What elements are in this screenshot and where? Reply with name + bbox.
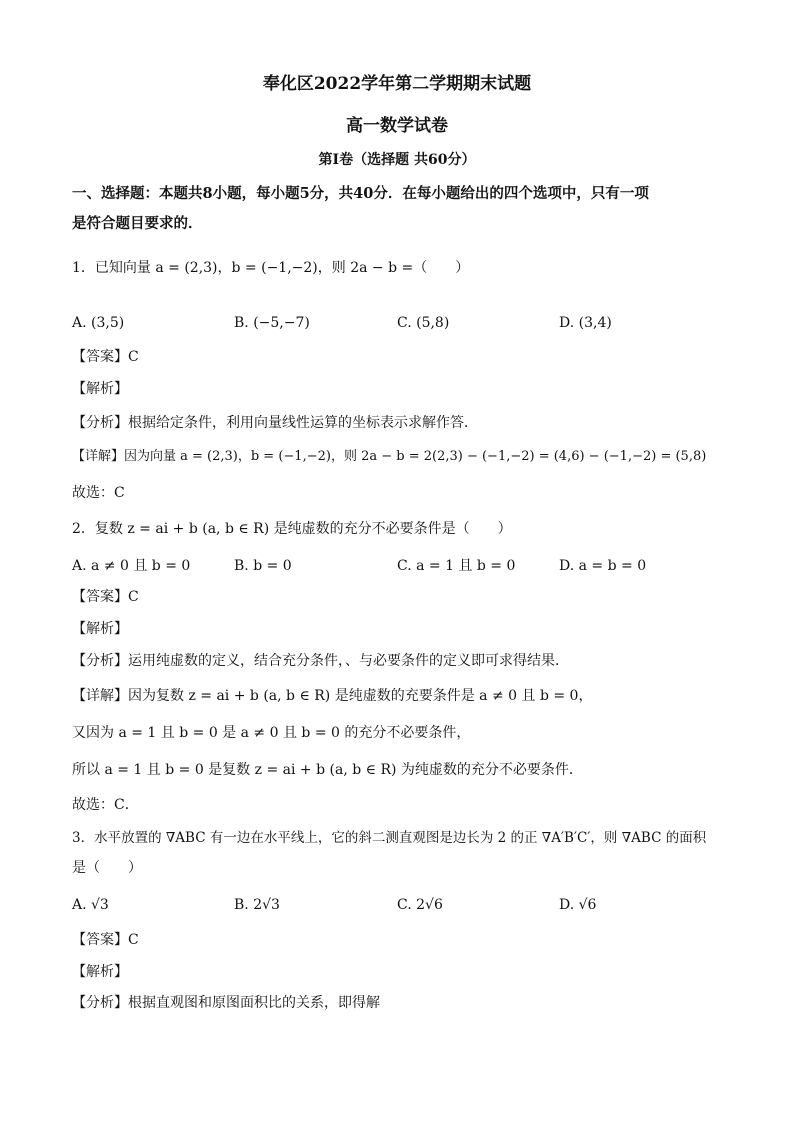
q2-line2: 又因为 a = 1 且 b = 0 是 a ≠ 0 且 b = 0 的充分不必要条件， <box>72 725 471 741</box>
q2-option-d: D. a = b = 0 <box>559 558 647 574</box>
q2-line3: 所以 a = 1 且 b = 0 是复数 z = ai + b (a, b ∈ R) 为纯虚数的充分不必要条件． <box>72 762 583 778</box>
section-intro-line2: 是符合题目要求的． <box>72 215 203 232</box>
q1-option-a: A. (3,5) <box>72 315 125 331</box>
q3-analysis-label: 【解析】 <box>72 964 128 980</box>
q3-stem-line1: 3．水平放置的 ∇ABC 有一边在水平线上，它的斜二测直观图是边长为 2 的正 ∇A′B′C′，则 ∇ABC 的面积 <box>72 830 707 846</box>
q3-option-c: C. 2√6 <box>397 897 443 913</box>
doc-subtitle: 高一数学试卷 <box>346 116 448 136</box>
q1-answer: 【答案】C <box>72 349 139 365</box>
q2-choose: 故选：C． <box>72 797 139 813</box>
q2-option-a: A. a ≠ 0 且 b = 0 <box>72 558 191 574</box>
q2-stem: 2．复数 z = ai + b (a, b ∈ R) 是纯虚数的充分不必要条件是（ ） <box>72 521 512 537</box>
section-intro-line1: 一、选择题：本题共8小题，每小题5分，共40分．在每小题给出的四个选项中，只有一项 <box>72 185 649 202</box>
q2-option-c: C. a = 1 且 b = 0 <box>397 558 516 574</box>
q2-option-b: B. b = 0 <box>234 558 292 574</box>
q3-stem-line2: 是（ ） <box>72 860 142 876</box>
doc-title: 奉化区2022学年第二学期期末试题 <box>262 74 532 94</box>
q2-fenxi: 【分析】运用纯虚数的定义，结合充分条件，、与必要条件的定义即可求得结果． <box>72 653 569 669</box>
q3-option-b: B. 2√3 <box>234 897 280 913</box>
part-heading: 第Ⅰ卷（选择题 共60分） <box>318 152 476 168</box>
q1-fenxi: 【分析】根据给定条件，利用向量线性运算的坐标表示求解作答． <box>72 415 478 431</box>
q3-answer: 【答案】C <box>72 932 139 948</box>
q1-option-c: C. (5,8) <box>397 315 450 331</box>
q1-choose: 故选：C <box>72 485 125 501</box>
q2-xiangjie: 【详解】因为复数 z = ai + b (a, b ∈ R) 是纯虚数的充要条件是 a ≠ 0 且 b = 0， <box>72 688 593 704</box>
q2-analysis-label: 【解析】 <box>72 621 128 637</box>
q1-analysis-label: 【解析】 <box>72 381 128 397</box>
q1-option-d: D. (3,4) <box>559 315 612 331</box>
q1-stem: 1．已知向量 a = (2,3)，b = (−1,−2)，则 2a − b =（ ） <box>72 260 470 276</box>
q2-answer: 【答案】C <box>72 589 139 605</box>
q3-fenxi: 【分析】根据直观图和原图面积比的关系，即得解 <box>72 995 380 1011</box>
q1-xiangjie: 【详解】因为向量 a = (2,3)，b = (−1,−2)，则 2a − b = 2(2,3) − (−1,−2) = (4,6) − (−1,−2) = (5,8) <box>72 449 707 464</box>
q1-option-b: B. (−5,−7) <box>234 315 310 331</box>
q3-option-a: A. √3 <box>72 897 109 913</box>
q3-option-d: D. √6 <box>559 897 597 913</box>
